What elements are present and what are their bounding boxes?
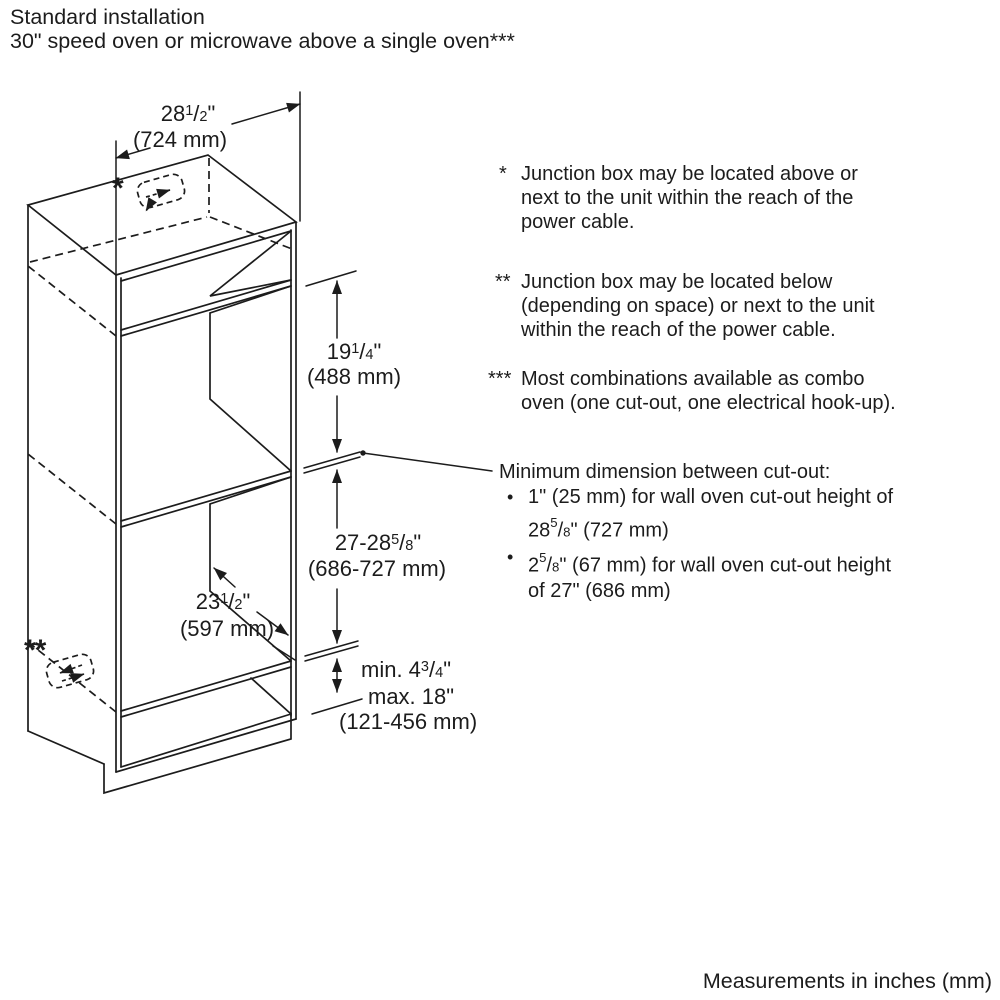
dim-lower-cutout-inches: $27-28^5/8$" — [334, 530, 422, 555]
footnote-3-line-2: oven (one cut-out, one electrical hook-up). — [521, 392, 896, 414]
footnote-1-line-1: Junction box may be located above or — [521, 163, 858, 185]
page-title — [10, 5, 515, 53]
side-junction-box-marker: ** — [24, 634, 46, 667]
min-dimension-note — [499, 460, 893, 604]
dim-upper-cutout-inches: $19^1/4$" — [326, 339, 382, 364]
footnote-1-marker: * — [499, 163, 507, 185]
dim-bottom-gap-mm: (121-456 mm) — [339, 709, 478, 734]
footnote-3-line-1: Most combinations available as combo — [521, 368, 865, 390]
bullet-2-line-1: $2^5/8$" (67 mm) for wall oven cut-out height — [528, 549, 892, 576]
title-line-1: Standard installation — [10, 5, 205, 29]
dim-bottom-gap-max: max. 18" — [368, 684, 455, 709]
dim-width-mm: (724 mm) — [132, 127, 228, 152]
footnote-2-marker: ** — [495, 271, 511, 293]
footnote-3-marker: *** — [488, 368, 512, 390]
dim-depth-inches: $23^1/2$" — [195, 589, 251, 614]
junction-box-top — [135, 172, 186, 211]
dim-lower-cutout-mm: (686-727 mm) — [307, 556, 447, 581]
top-junction-box-marker: * — [112, 172, 123, 205]
min-dimension-bullet-2 — [499, 545, 893, 605]
dim-depth-mm: (597 mm) — [179, 616, 275, 641]
bullet-1-line-1: 1" (25 mm) for wall oven cut-out height of — [528, 486, 894, 508]
dim-width-inches: $28^1/2$" — [160, 101, 216, 126]
footnote-2-line-2: (depending on space) or next to the unit — [521, 295, 875, 317]
footnote-1-line-3: power cable. — [521, 211, 635, 233]
dim-bottom-gap-min: min. $4^3/4$" — [361, 657, 452, 682]
dim-upper-cutout-mm: (488 mm) — [306, 364, 402, 389]
junction-box-side — [44, 652, 95, 690]
bullet-icon: • — [507, 487, 514, 507]
bullet-icon: • — [507, 546, 514, 567]
min-dimension-bullet-1 — [499, 485, 893, 545]
bullet-2-line-2: of 27" (686 mm) — [528, 580, 671, 602]
title-line-2: 30" speed oven or microwave above a single oven*** — [10, 29, 515, 53]
footnote-2-line-1: Junction box may be located below — [521, 271, 833, 293]
bullet-1-line-2: $28^5/8$" (727 mm) — [528, 515, 669, 542]
footnote-2 — [521, 270, 875, 342]
min-dimension-title: Minimum dimension between cut-out: — [499, 461, 831, 483]
footnote-1 — [521, 162, 858, 234]
upper-cavity-interior — [210, 286, 291, 471]
cabinet-outline — [28, 155, 296, 793]
footnote-1-line-2: next to the unit within the reach of the — [521, 187, 854, 209]
footnote-2-line-3: within the reach of the power cable. — [521, 319, 836, 341]
units-note: Measurements in inches (mm) — [702, 969, 992, 993]
footnote-3 — [521, 367, 896, 415]
